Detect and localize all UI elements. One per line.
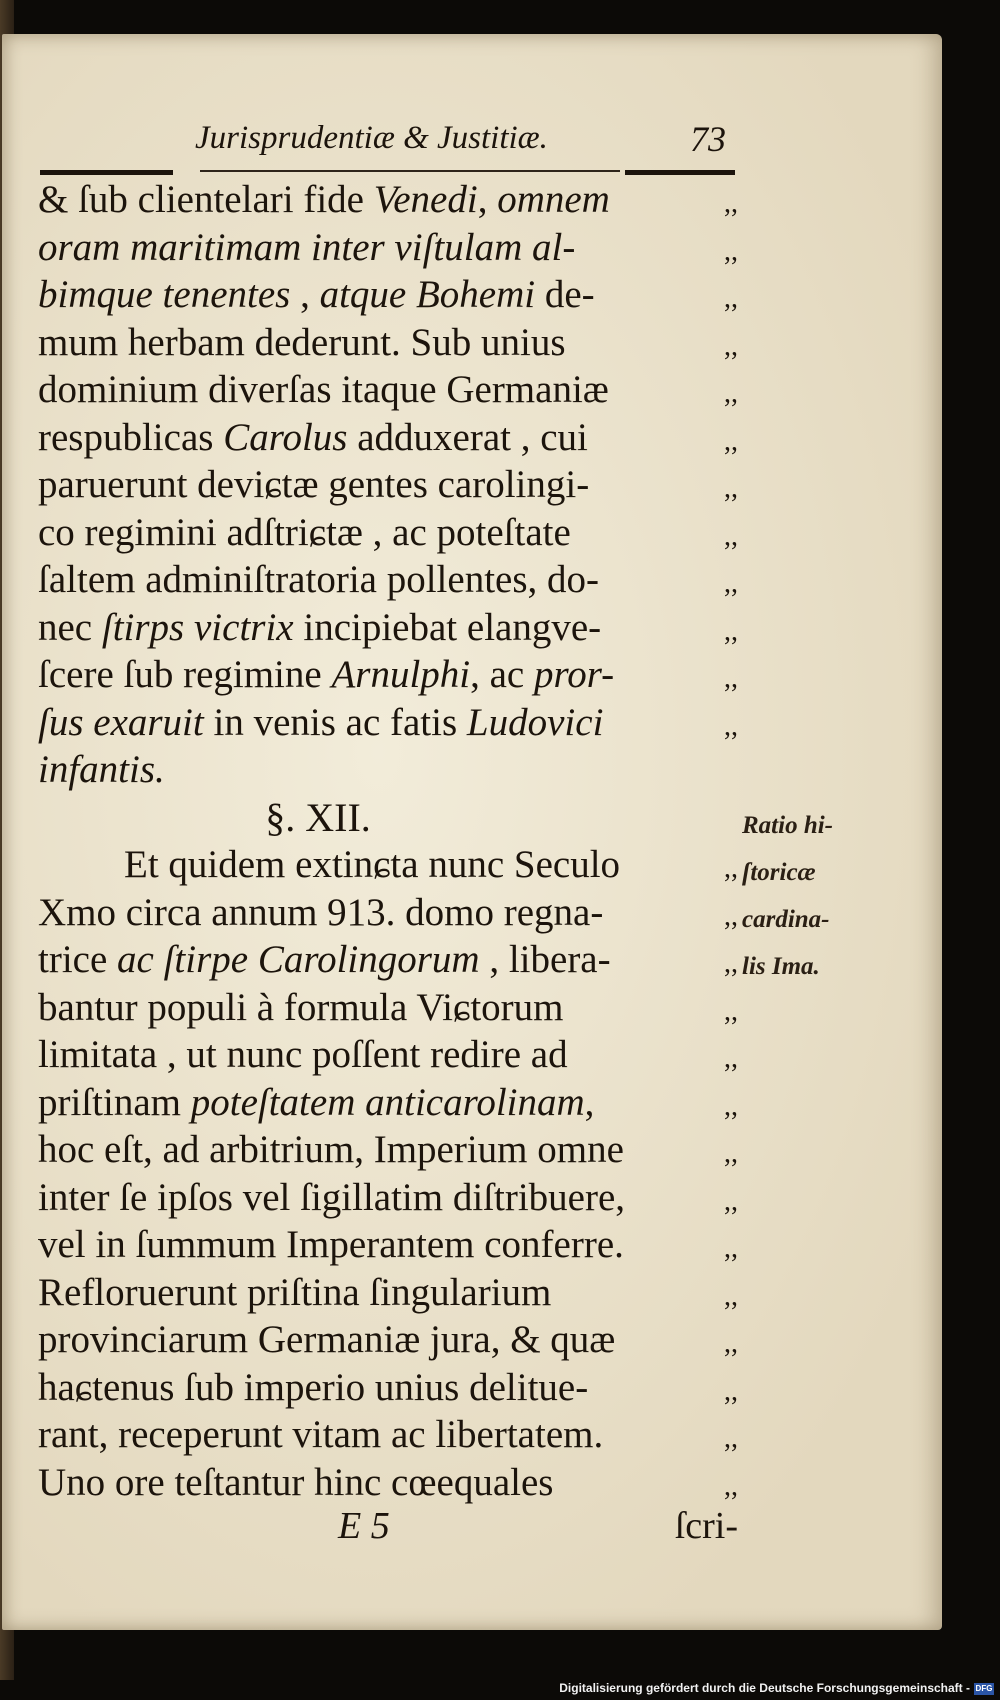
roman-segment: Refloruerunt priſtina ſingularium (38, 1270, 552, 1314)
roman-segment: priſtinam (38, 1080, 191, 1124)
italic-segment: Ludovici (466, 700, 604, 744)
text-line (38, 319, 738, 367)
italic-segment: Venedi (373, 178, 478, 221)
roman-segment: bantur populi à formula Viɕtorum (38, 985, 564, 1029)
roman-segment: mum herbam dederunt. Sub unius (38, 320, 566, 364)
roman-segment: hoc eſt, ad arbitrium, Imperium omne (38, 1128, 624, 1171)
quotation-mark: ,, (724, 283, 738, 314)
quotation-mark: ,, (724, 1090, 738, 1122)
italic-segment: ac ſtirpe Carolingorum (117, 938, 480, 981)
roman-segment: , (477, 178, 498, 221)
text-line (38, 984, 738, 1032)
text-line (38, 271, 738, 319)
quotation-mark: ,, (724, 1138, 738, 1169)
italic-segment: ſtirps victrix (101, 605, 294, 649)
italic-segment: oram maritimam inter viſtulam al- (38, 225, 576, 269)
text-line (38, 1459, 738, 1507)
section-heading-line (38, 794, 738, 842)
roman-segment: vel in ſummum Imperantem conferre. (38, 1223, 624, 1266)
text-line (38, 889, 738, 937)
quotation-mark: ,, (724, 710, 738, 742)
quotation-mark: ,, (724, 1423, 738, 1454)
quotation-mark: ,, (724, 378, 738, 409)
roman-segment: nec (38, 605, 102, 649)
line-text (38, 319, 566, 367)
line-text (38, 1459, 553, 1507)
text-line (38, 461, 738, 509)
running-header (40, 92, 740, 182)
italic-segment: infantis. (38, 748, 165, 791)
roman-segment: trice (38, 938, 118, 981)
page-footer (38, 1504, 738, 1554)
roman-segment: & ſub clientelari fide (38, 178, 374, 221)
italic-segment: bimque tenentes (38, 273, 291, 316)
italic-segment: omnem (497, 178, 610, 221)
roman-segment: co regimini adſtriɕtæ , ac poteſtate (38, 510, 571, 554)
line-text (38, 1031, 568, 1079)
roman-segment: in venis ac fatis (203, 700, 467, 744)
quotation-mark: ,, (724, 615, 738, 647)
text-line (38, 509, 738, 557)
marginal-note-line: cardina- (742, 906, 830, 933)
italic-segment: pror- (534, 653, 615, 696)
quotation-mark: ,, (724, 663, 738, 694)
main-text-block (38, 176, 738, 1506)
text-line (38, 936, 738, 984)
quotation-mark: ,, (724, 948, 738, 979)
line-text (38, 366, 609, 414)
line-text (38, 1269, 551, 1317)
quotation-mark: ,, (724, 1043, 738, 1074)
quotation-mark: ,, (724, 1375, 738, 1407)
roman-segment: respublicas (38, 415, 224, 459)
text-line (38, 1364, 738, 1412)
line-text (38, 699, 603, 747)
quotation-mark: ,, (724, 1470, 738, 1502)
roman-segment: inter ſe ipſos vel ſigillatim diſtribuere, (38, 1175, 626, 1219)
roman-segment: Et quidem extinɕta nunc Seculo (124, 843, 621, 886)
quotation-mark: ,, (724, 853, 738, 884)
quotation-mark: ,, (724, 1328, 738, 1359)
marginal-note (742, 802, 892, 990)
roman-segment: haɕtenus ſub imperio unius delitue- (38, 1365, 589, 1409)
italic-segment: poteſtatem anticarolinam (190, 1080, 585, 1124)
header-rule-middle (200, 170, 620, 172)
text-line (38, 699, 738, 747)
digitization-credit: Digitalisierung gefördert durch die Deutsche Forschungsgemeinschaft - (559, 1681, 970, 1695)
line-text (38, 889, 603, 937)
quotation-mark: ,, (724, 900, 738, 932)
text-line (38, 1126, 738, 1174)
text-line (38, 1079, 738, 1127)
roman-segment: de- (535, 273, 595, 316)
quotation-mark: ,, (724, 425, 738, 457)
quotation-mark: ,, (724, 1233, 738, 1264)
text-line (38, 414, 738, 462)
roman-segment: incipiebat elangve- (293, 605, 602, 649)
line-text (38, 651, 614, 699)
line-text (38, 1221, 624, 1269)
quotation-mark: ,, (724, 520, 738, 552)
quotation-mark: ,, (724, 330, 738, 362)
marginal-note-line: lis Ima. (742, 953, 820, 980)
signature-mark: E 5 (338, 1505, 390, 1547)
roman-segment: rant, receperunt vitam ac libertatem. (38, 1413, 604, 1456)
text-line (38, 1269, 738, 1317)
roman-segment: , libera- (479, 938, 611, 981)
marginal-note-line: ſtoricæ (742, 859, 816, 886)
roman-segment: , (584, 1080, 595, 1124)
line-text (38, 1316, 615, 1364)
roman-segment: ſaltem adminiſtratoria pollentes, do- (38, 558, 600, 601)
header-rule-left (40, 170, 173, 175)
italic-segment: ſus exaruit (38, 700, 204, 744)
roman-segment: provinciarum Germaniæ jura, & quæ (38, 1318, 616, 1361)
line-text (38, 414, 588, 462)
marginal-note-line: Ratio hi- (742, 812, 833, 839)
text-line (38, 1316, 738, 1364)
line-text (38, 1126, 624, 1174)
text-line (38, 176, 738, 224)
line-text (38, 746, 165, 794)
roman-segment: , (290, 273, 320, 316)
line-text (38, 604, 601, 652)
line-text (38, 1174, 625, 1222)
line-text (38, 984, 564, 1032)
line-text (38, 509, 571, 557)
quotation-mark: ,, (724, 995, 738, 1027)
quotation-mark: ,, (724, 1185, 738, 1217)
roman-segment: , ac (470, 653, 534, 696)
text-line (38, 1174, 738, 1222)
text-line (38, 366, 738, 414)
text-line (38, 841, 738, 889)
roman-segment: Uno ore teſtantur hinc cœequales (38, 1460, 554, 1504)
line-text (38, 271, 595, 319)
roman-segment: dominium diverſas itaque Germaniæ (38, 368, 609, 411)
text-line (38, 556, 738, 604)
line-text (38, 461, 589, 509)
line-text (38, 176, 610, 224)
roman-segment: adduxerat , cui (347, 415, 588, 459)
text-line (38, 224, 738, 272)
italic-segment: Carolus (223, 415, 348, 459)
roman-segment: limitata , ut nunc poſſent redire ad (38, 1033, 568, 1076)
quotation-mark: ,, (724, 1280, 738, 1312)
line-text (38, 936, 611, 984)
running-title: Jurisprudentiæ & Justitiæ. (195, 120, 548, 156)
line-text (124, 841, 620, 889)
text-line (38, 1221, 738, 1269)
page-number: 73 (690, 119, 726, 159)
text-line (38, 746, 738, 794)
text-line (38, 1411, 738, 1459)
book-page (2, 34, 942, 1630)
roman-segment: paruerunt deviɕtæ gentes carolingi- (38, 463, 590, 506)
quotation-mark: ,, (724, 473, 738, 504)
text-line (38, 651, 738, 699)
line-text (38, 556, 599, 604)
italic-segment: Arnulphi (331, 653, 471, 696)
roman-segment: Xmo circa annum 913. domo regna- (38, 890, 604, 934)
quotation-mark: ,, (724, 235, 738, 267)
text-line (38, 604, 738, 652)
line-text (38, 224, 575, 272)
quotation-mark: ,, (724, 188, 738, 219)
roman-segment: ſcere ſub regimine (38, 653, 332, 696)
italic-segment: atque Bohemi (319, 273, 536, 316)
section-heading: §. XII. (265, 794, 371, 840)
line-text (38, 1364, 588, 1412)
catchword: ſcri- (674, 1505, 738, 1547)
header-rule-right (625, 170, 735, 175)
quotation-mark: ,, (724, 568, 738, 599)
text-line (38, 1031, 738, 1079)
line-text (38, 1411, 603, 1459)
dfg-logo-icon: DFG (975, 1684, 993, 1693)
line-text (38, 1079, 594, 1127)
